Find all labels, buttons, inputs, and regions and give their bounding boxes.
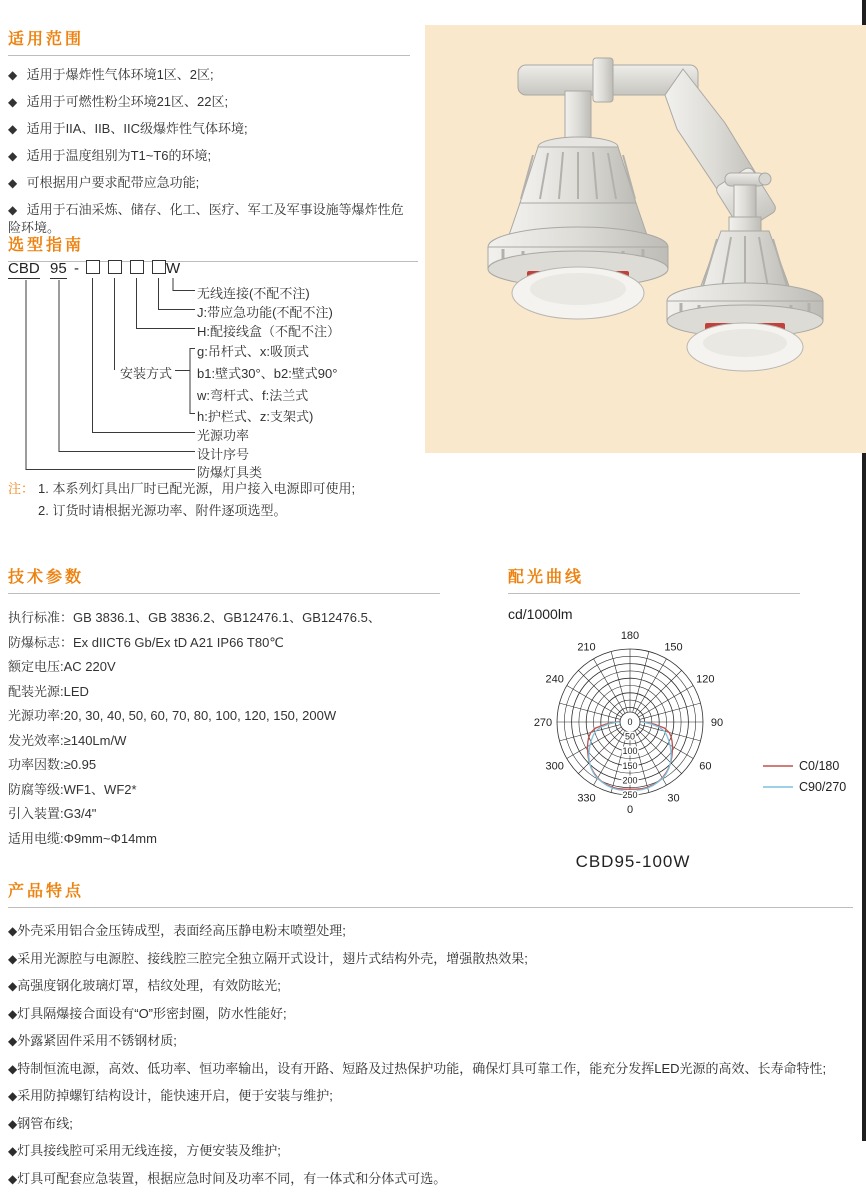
scope-item-2 (8, 120, 410, 138)
model-box-4 (152, 260, 166, 274)
scope-item-text-5: 适用于石油采炼、储存、化工、医疗、军工及军事设施等爆炸性危险环境。 (8, 202, 404, 235)
svg-text:60: 60 (699, 760, 712, 773)
selection-title: 选型指南 (8, 237, 85, 254)
photometric-unit: cd/1000lm (508, 606, 573, 622)
label-power: 光源功率 (197, 428, 250, 443)
feature-item-8 (8, 1142, 853, 1160)
model-prefix: CBD (8, 260, 40, 277)
tech-row-8: 引入装置:G3/4" (8, 806, 97, 821)
label-wireless: 无线连接(不配不注) (197, 286, 310, 301)
label-mount-w-f: w:弯杆式、f:法兰式 (197, 388, 309, 403)
feature-item-text-4: 外露紧固件采用不锈钢材质; (17, 1033, 177, 1048)
diamond-bullet: ◆ (8, 979, 18, 993)
svg-text:330: 330 (577, 792, 596, 805)
features-list (8, 922, 853, 1188)
svg-text:0: 0 (626, 804, 634, 816)
note-1: 1. 本系列灯具出厂时已配光源，用户接入电源即可使用; (38, 481, 356, 496)
tech-row-1: 防爆标志：Ex dIICT6 Gb/Ex tD A21 IP66 T80℃ (8, 634, 284, 650)
scope-item-5 (8, 201, 410, 236)
feature-item-text-0: 外壳采用铝合金压铸成型，表面经高压静电粉末喷塑处理; (17, 923, 346, 938)
scope-item-1 (8, 93, 410, 111)
feature-item-text-5: 特制恒流电源，高效、低功率、恒功率输出，设有开路、短路及过热保护功能，确保灯具可靠工作，能充分发挥LED光源的高效、长寿命特性; (17, 1060, 827, 1076)
diamond-bullet: ◆ (8, 203, 21, 217)
label-family: 防爆灯具类 (197, 465, 263, 480)
diamond-bullet: ◆ (8, 924, 18, 938)
diamond-bullet: ◆ (8, 1006, 18, 1021)
svg-text:270: 270 (533, 717, 553, 729)
photometric-chart (505, 622, 857, 850)
feature-item-0 (8, 922, 853, 940)
tech-row-0: 执行标准：GB 3836.1、GB 3836.2、GB12476.1、GB12476.5、 (8, 610, 381, 625)
note-2: 2. 订货时请根据光源功率、附件逐项选型。 (38, 503, 287, 518)
feature-item-6 (8, 1087, 853, 1105)
diamond-bullet: ◆ (8, 1034, 18, 1048)
model-number: 95 (50, 260, 67, 277)
diamond-bullet: ◆ (8, 95, 21, 109)
diamond-bullet: ◆ (8, 1144, 18, 1158)
photometric-title: 配光曲线 (508, 569, 585, 586)
tech-row-6: 功率因数:≥0.95 (8, 757, 97, 772)
model-box-2 (108, 260, 122, 274)
tech-title: 技术参数 (8, 569, 85, 586)
scope-item-text-1: 适用于可燃性粉尘环境21区、22区; (26, 94, 229, 109)
diamond-bullet: ◆ (8, 149, 21, 163)
scope-item-0 (8, 66, 410, 84)
feature-item-5 (8, 1060, 853, 1078)
feature-item-text-6: 采用防掉螺钉结构设计，能快速开启，便于安装与维护; (17, 1088, 333, 1103)
feature-item-9 (8, 1170, 853, 1188)
diamond-bullet: ◆ (8, 1089, 18, 1103)
svg-text:240: 240 (545, 673, 564, 686)
label-junction-box: H:配接线盒（不配不注） (197, 324, 341, 339)
label-emergency: J:带应急功能(不配不注) (197, 305, 333, 320)
scope-item-text-3: 适用于温度组别为T1~T6的环境; (26, 148, 212, 163)
tech-rule (8, 593, 440, 594)
feature-item-1 (8, 950, 853, 968)
diamond-bullet: ◆ (8, 1116, 18, 1131)
tech-row-2: 额定电压:AC 220V (8, 659, 116, 674)
lamp-illustration (425, 25, 866, 453)
section-photometric (508, 564, 863, 872)
svg-text:250: 250 (622, 790, 638, 800)
svg-text:150: 150 (664, 641, 683, 654)
scope-item-text-2: 适用于IIA、IIB、IIC级爆炸性气体环境; (26, 121, 248, 136)
feature-item-4 (8, 1032, 853, 1050)
feature-item-3 (8, 1005, 853, 1023)
feature-item-text-8: 灯具接线腔可采用无线连接，方便安装及维护; (17, 1143, 281, 1158)
section-scope (8, 26, 410, 245)
scope-item-text-4: 可根据用户要求配带应急功能; (26, 175, 200, 190)
scope-item-4 (8, 174, 410, 192)
svg-text:120: 120 (696, 673, 715, 686)
tech-row-7: 防腐等级:WF1、WF2* (8, 781, 137, 797)
feature-item-text-2: 高强度钢化玻璃灯罩，桔纹处理，有效防眩光; (17, 978, 281, 993)
feature-item-text-9: 灯具可配套应急装置，根据应急时间及功率不同，有一体式和分体式可选。 (17, 1170, 447, 1186)
notes-block (8, 478, 428, 522)
scope-rule (8, 55, 410, 56)
svg-text:C0/180: C0/180 (799, 759, 840, 773)
features-title: 产品特点 (8, 883, 85, 900)
tech-list (8, 606, 458, 851)
svg-text:210: 210 (577, 641, 596, 654)
features-rule (8, 907, 853, 908)
product-photo (425, 25, 866, 453)
label-design-no: 设计序号 (197, 447, 250, 462)
label-mount-b1-b2: b1:壁式30°、b2:壁式90° (197, 366, 338, 381)
section-tech-params (8, 564, 458, 851)
section-features (8, 878, 853, 1197)
svg-text:0: 0 (627, 717, 633, 727)
svg-text:180: 180 (620, 630, 640, 642)
tech-row-9: 适用电缆:Φ9mm~Φ14mm (8, 830, 157, 846)
svg-text:30: 30 (667, 792, 680, 805)
label-mount-method: 安装方式 (120, 366, 173, 381)
svg-text:C90/270: C90/270 (799, 780, 847, 794)
photometric-rule (508, 593, 800, 594)
tech-row-3: 配装光源:LED (8, 683, 89, 699)
section-selection (8, 232, 418, 262)
svg-text:300: 300 (545, 760, 564, 773)
model-suffix: W (166, 260, 181, 277)
diamond-bullet: ◆ (8, 1171, 18, 1186)
tech-row-5: 发光效率:≥140Lm/W (8, 732, 127, 748)
scope-list (8, 66, 410, 236)
svg-text:200: 200 (622, 775, 638, 786)
scope-item-3 (8, 147, 410, 165)
photometric-caption: CBD95-100W (575, 852, 691, 871)
tech-row-4: 光源功率:20, 30, 40, 50, 60, 70, 80, 100, 120, 150, 200W (8, 708, 337, 723)
model-box-3 (130, 260, 144, 274)
scope-title: 适用范围 (8, 31, 85, 48)
svg-text:100: 100 (622, 746, 638, 757)
notes-label: 注： (8, 481, 35, 496)
diamond-bullet: ◆ (8, 1061, 18, 1076)
scope-item-text-0: 适用于爆炸性气体环境1区、2区; (26, 67, 214, 82)
model-box-1 (86, 260, 100, 274)
svg-text:90: 90 (710, 717, 724, 729)
diamond-bullet: ◆ (8, 68, 21, 82)
feature-item-7 (8, 1115, 853, 1133)
feature-item-2 (8, 977, 853, 995)
feature-item-text-7: 钢管布线; (17, 1115, 73, 1131)
model-dash: - (74, 260, 79, 277)
svg-text:150: 150 (622, 760, 638, 771)
lamp-pendant (667, 173, 823, 371)
svg-text:50: 50 (624, 731, 636, 742)
label-mount-h-z: h:护栏式、z:支架式) (197, 409, 314, 424)
diamond-bullet: ◆ (8, 122, 21, 136)
diamond-bullet: ◆ (8, 176, 21, 190)
feature-item-text-3: 灯具隔爆接合面设有“O”形密封圈，防水性能好; (17, 1005, 287, 1021)
model-code-diagram (8, 260, 418, 478)
feature-item-text-1: 采用光源腔与电源腔、接线腔三腔完全独立隔开式设计，翅片式结构外壳，增强散热效果; (17, 950, 528, 966)
diamond-bullet: ◆ (8, 951, 18, 966)
label-mount-g-x: g:吊杆式、x:吸顶式 (197, 344, 309, 359)
